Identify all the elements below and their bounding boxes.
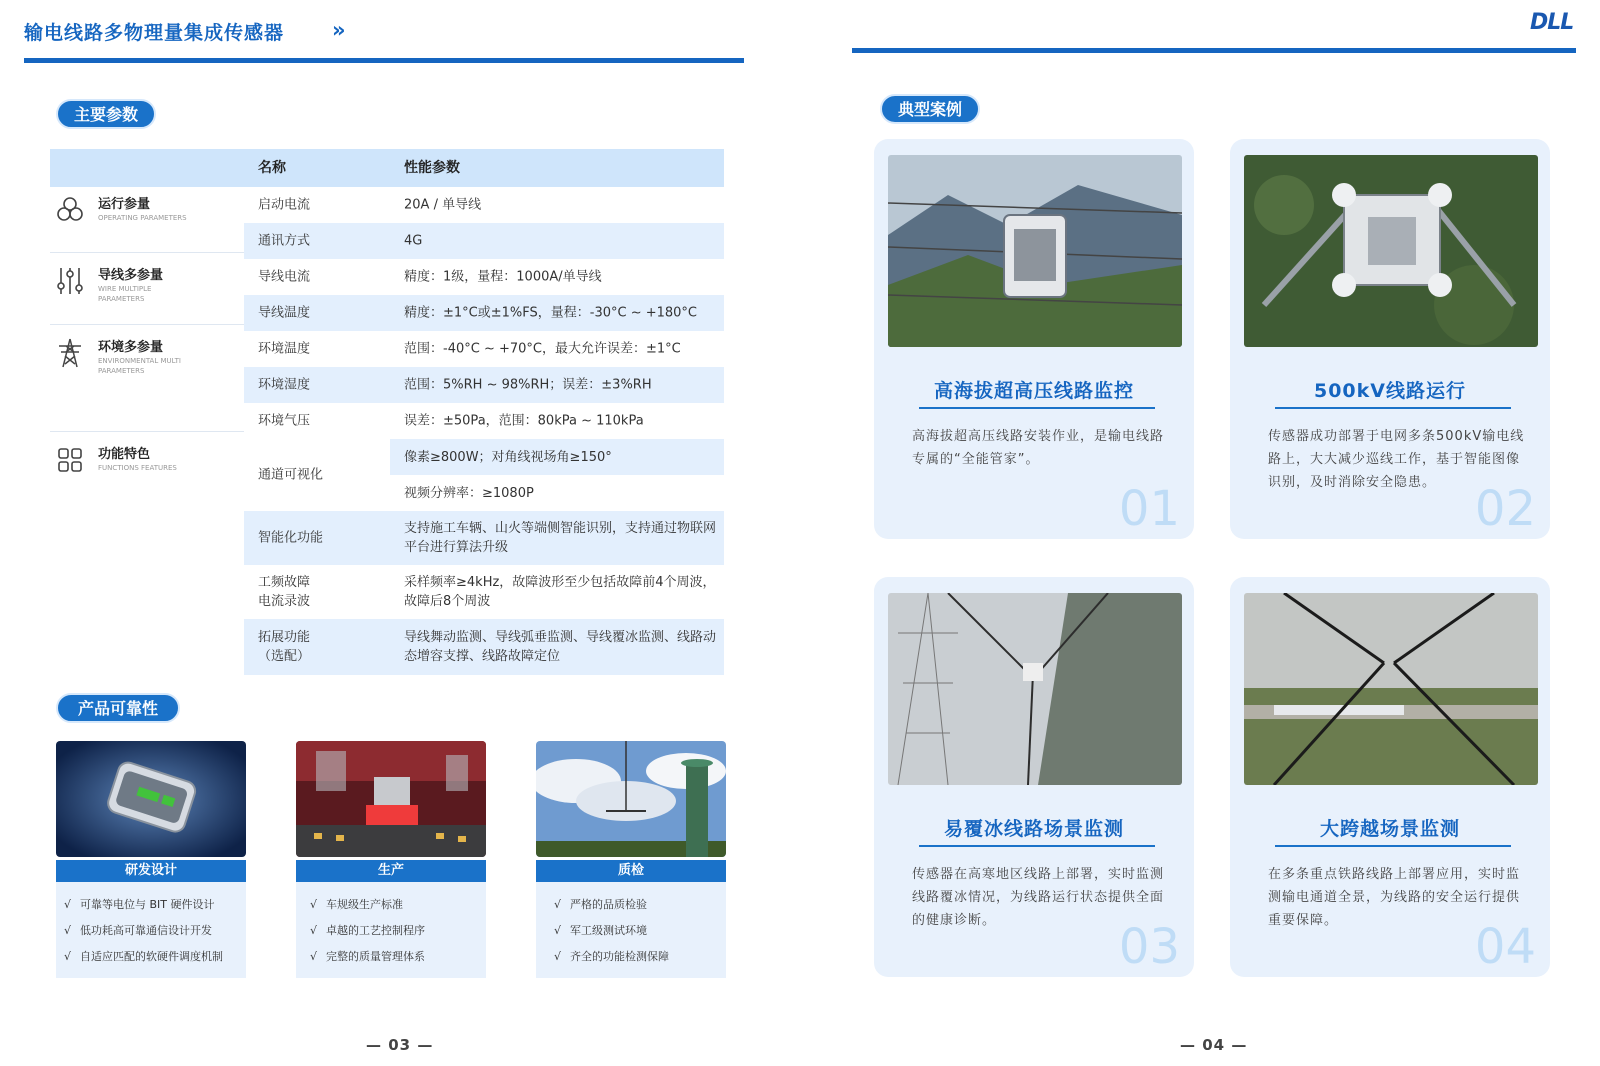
- param-value: 精度：±1°C或±1%FS，量程：-30°C ~ +180°C: [404, 305, 698, 321]
- check-icon: √: [554, 898, 562, 911]
- reliability-title: 质检: [536, 860, 726, 882]
- param-value: 20A / 单导线: [404, 197, 482, 213]
- page-header-title: 输电线路多物理量集成传感器: [24, 22, 285, 44]
- param-name: 通道可视化: [258, 467, 324, 483]
- spec-table: [50, 149, 724, 681]
- case-number: 01: [1118, 481, 1180, 537]
- param-value: 范围：5%RH ~ 98%RH；误差：±3%RH: [404, 377, 652, 393]
- case-title-underline: [1275, 407, 1511, 409]
- qc-photo: [536, 741, 726, 857]
- list-item: √ 卓越的工艺控制程序: [296, 918, 486, 944]
- param-name: 拓展功能 （选配）: [258, 630, 311, 664]
- reliability-points: [56, 882, 246, 978]
- header-rule-left: [24, 58, 744, 63]
- header-rule-right: [852, 48, 1576, 53]
- param-name: 工频故障 电流录波: [258, 575, 311, 609]
- check-icon: √: [554, 924, 562, 937]
- group-divider: [50, 252, 244, 253]
- case-number: 02: [1474, 481, 1536, 537]
- param-name: 导线电流: [258, 269, 311, 285]
- table-row: [244, 331, 724, 367]
- param-value: 误差：±50Pa，范围：80kPa ~ 110kPa: [404, 413, 644, 429]
- brand-logo: DLL: [1530, 10, 1574, 35]
- transmission-tower-icon: [56, 338, 84, 368]
- table-row: [244, 403, 724, 439]
- case-card: [1230, 139, 1550, 539]
- col-header-performance: 性能参数: [404, 160, 460, 176]
- param-value: 像素≥800W；对角线视场角≥150°: [404, 450, 612, 465]
- table-row: [244, 565, 724, 619]
- list-item: √ 严格的品质检验: [536, 892, 726, 918]
- param-name: 环境温度: [258, 341, 311, 357]
- case-title: 高海拔超高压线路监控: [933, 380, 1134, 402]
- page-number-right: — 04 —: [1180, 1036, 1248, 1054]
- param-name: 智能化功能: [258, 530, 324, 546]
- check-icon: √: [310, 898, 318, 911]
- param-value: 导线舞动监测、导线弧垂监测、导线覆冰监测、线路动态增容支撑、线路故障定位: [404, 630, 717, 664]
- list-item: √ 齐全的功能检测保障: [536, 944, 726, 970]
- list-item: √ 可靠等电位与 BIT 硬件设计: [56, 892, 246, 918]
- case-title-underline: [919, 407, 1155, 409]
- table-row: [244, 439, 724, 511]
- param-group-environment: [50, 334, 244, 400]
- section-title-reliability: 产品可靠性: [56, 693, 180, 723]
- case-card: [874, 139, 1194, 539]
- param-group-wire: [50, 262, 244, 328]
- table-row: [244, 187, 724, 223]
- param-value: 精度：1级，量程：1000A/单导线: [404, 269, 602, 285]
- hexagon-cluster-icon: [56, 195, 84, 225]
- section-title-params: 主要参数: [56, 99, 156, 129]
- table-row: [244, 511, 724, 565]
- page-number-left: — 03 —: [366, 1036, 434, 1054]
- reliability-points: [536, 882, 726, 978]
- case-number: 03: [1118, 919, 1180, 975]
- param-value: 范围：-40°C ~ +70°C，最大允许误差：±1°C: [404, 341, 681, 357]
- list-item: √ 完整的质量管理体系: [296, 944, 486, 970]
- case-description: 传感器成功部署于电网多条500kV输电线路上，大大减少巡线工作，基于智能图像识别，及时消除安全隐患。: [1268, 429, 1525, 490]
- spec-table-header: [50, 149, 724, 187]
- double-chevron-icon: »: [332, 18, 346, 42]
- group-title: 功能特色: [98, 447, 151, 462]
- param-value: 采样频率≥4kHz，故障波形至少包括故障前4个周波，故障后8个周波: [404, 575, 716, 609]
- case-description: 在多条重点铁路线路上部署应用，实时监测输电通道全景，为线路的安全运行提供重要保障。: [1268, 867, 1521, 928]
- table-row: [244, 619, 724, 675]
- param-name: 环境湿度: [258, 377, 311, 393]
- check-icon: √: [64, 924, 72, 937]
- case-description: 传感器在高寒地区线路上部署，实时监测线路覆冰情况，为线路运行状态提供全面的健康诊断。: [912, 867, 1165, 928]
- group-divider: [50, 324, 244, 325]
- group-english: OPERATING PARAMETERS: [98, 214, 187, 222]
- section-title-cases: 典型案例: [880, 94, 980, 124]
- param-value: 视频分辨率：≥1080P: [404, 486, 534, 501]
- case-description: 高海拔超高压线路安装作业，是输电线路专属的“全能管家”。: [912, 429, 1165, 467]
- case-photo: [888, 593, 1182, 785]
- case-card: [1230, 577, 1550, 977]
- table-row: [244, 367, 724, 403]
- case-title-underline: [1275, 845, 1511, 847]
- case-title-underline: [919, 845, 1155, 847]
- list-item: √ 军工级测试环境: [536, 918, 726, 944]
- param-group-operating: [50, 191, 244, 257]
- param-name: 导线温度: [258, 305, 311, 321]
- reliability-points: [296, 882, 486, 978]
- case-title: 易覆冰线路场景监测: [943, 818, 1124, 840]
- reliability-title: 生产: [296, 860, 486, 882]
- table-row: [244, 223, 724, 259]
- case-photo: [1244, 155, 1538, 347]
- list-item: √ 自适应匹配的软硬件调度机制: [56, 944, 246, 970]
- check-icon: √: [310, 950, 318, 963]
- group-english: WIRE MULTIPLE PARAMETERS: [98, 285, 152, 303]
- check-icon: √: [64, 950, 72, 963]
- group-title: 运行参量: [98, 197, 151, 212]
- param-group-functions: [50, 441, 244, 507]
- case-title: 500kV线路运行: [1313, 380, 1466, 402]
- list-item: √ 低功耗高可靠通信设计开发: [56, 918, 246, 944]
- grid-squares-icon: [56, 445, 84, 475]
- sliders-icon: [56, 266, 84, 296]
- group-english: ENVIRONMENTAL MULTI PARAMETERS: [98, 357, 181, 375]
- param-value: 支持施工车辆、山火等端侧智能识别，支持通过物联网平台进行算法升级: [404, 521, 717, 555]
- param-name: 启动电流: [258, 197, 311, 213]
- case-photo: [1244, 593, 1538, 785]
- case-title: 大跨越场景监测: [1319, 818, 1460, 840]
- table-row: [244, 259, 724, 295]
- group-title: 环境多参量: [98, 340, 164, 355]
- production-photo: [296, 741, 486, 857]
- col-header-name: 名称: [258, 160, 286, 176]
- case-photo: [888, 155, 1182, 347]
- check-icon: √: [310, 924, 318, 937]
- case-card: [874, 577, 1194, 977]
- param-value: 4G: [404, 233, 423, 249]
- table-row: [244, 295, 724, 331]
- group-divider: [50, 431, 244, 432]
- group-title: 导线多参量: [98, 268, 164, 283]
- list-item: √ 车规级生产标准: [296, 892, 486, 918]
- case-number: 04: [1474, 919, 1536, 975]
- param-name: 通讯方式: [258, 233, 311, 249]
- check-icon: √: [64, 898, 72, 911]
- check-icon: √: [554, 950, 562, 963]
- rd-photo: [56, 741, 246, 857]
- param-name: 环境气压: [258, 413, 311, 429]
- group-english: FUNCTIONS FEATURES: [98, 464, 177, 472]
- reliability-title: 研发设计: [56, 860, 246, 882]
